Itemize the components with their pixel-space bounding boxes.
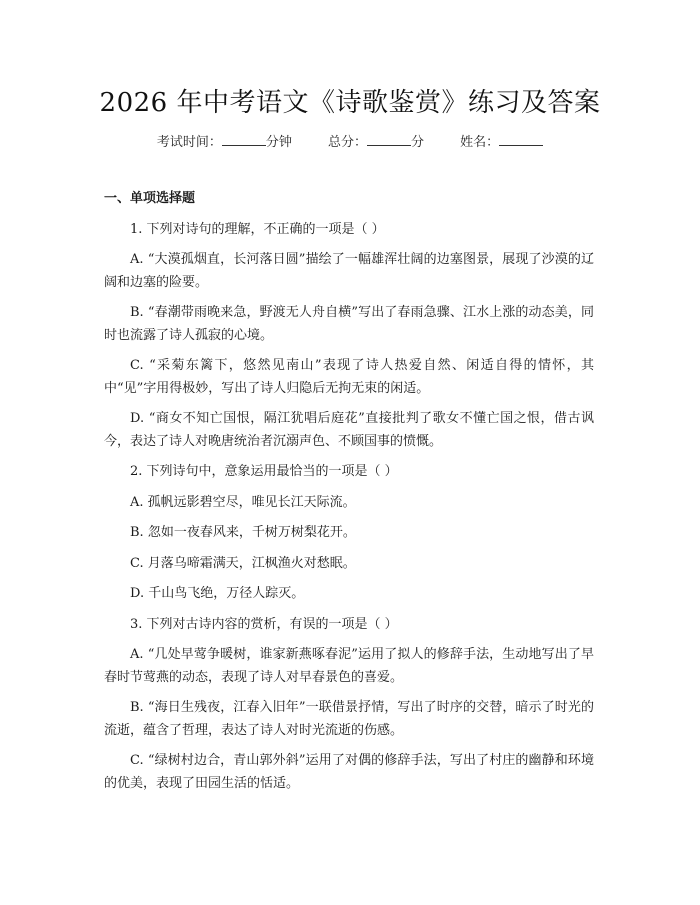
question-stem: 3. 下列对古诗内容的赏析，有误的一项是（ ） xyxy=(130,616,398,632)
question-2 xyxy=(104,461,594,606)
total-score-field xyxy=(328,131,424,150)
section-heading: 一、单项选择题 xyxy=(104,191,196,206)
total-score-label: 总分： xyxy=(327,135,367,150)
option-b: B. 忽如一夜春风来，千树万树梨花开。 xyxy=(130,525,356,540)
option-d: D. 千山鸟飞绝，万径人踪灭。 xyxy=(130,586,305,601)
student-name-field xyxy=(460,131,543,150)
exam-time-unit: 分钟 xyxy=(265,135,292,150)
exam-time-field xyxy=(157,131,292,150)
document-body xyxy=(104,188,594,803)
exam-time-label: 考试时间： xyxy=(156,135,222,150)
question-3 xyxy=(104,614,594,796)
option-d: D. “商女不知亡国恨，隔江犹唱后庭花”直接批判了歌女不懂亡国之恨，借古讽今，表达了诗人对晚唐统治者沉溺声色、不顾国事的愤慨。 xyxy=(104,411,594,449)
question-1 xyxy=(104,219,594,454)
option-a: A. 孤帆远影碧空尽，唯见长江天际流。 xyxy=(130,494,356,510)
exam-time-blank xyxy=(222,134,266,146)
total-score-blank xyxy=(367,134,411,146)
option-b: B. “春潮带雨晚来急，野渡无人舟自横”写出了春雨急骤、江水上涨的动态美，同时也流露了诗人孤寂的心境。 xyxy=(104,305,594,343)
exam-info-line xyxy=(0,131,700,150)
option-a: A. “几处早莺争暖树，谁家新燕啄春泥”运用了拟人的修辞手法，生动地写出了早春时节莺燕的动态，表现了诗人对早春景色的喜爱。 xyxy=(104,647,594,685)
question-stem: 2. 下列诗句中，意象运用最恰当的一项是（ ） xyxy=(130,464,398,479)
option-c: C. “绿树村边合，青山郭外斜”运用了对偶的修辞手法，写出了村庄的幽静和环境的优美，表现了田园生活的恬适。 xyxy=(104,753,594,791)
total-score-unit: 分 xyxy=(411,135,425,150)
student-name-label: 姓名： xyxy=(460,135,500,150)
option-c: C. 月落乌啼霜满天，江枫渔火对愁眠。 xyxy=(130,555,356,571)
option-c: C. “采菊东篱下，悠然见南山”表现了诗人热爱自然、闲适自得的情怀，其中“见”字用得极妙，写出了诗人归隐后无拘无束的闲适。 xyxy=(104,358,594,396)
option-b: B. “海日生残夜，江春入旧年”一联借景抒情，写出了时序的交替，暗示了时光的流逝，蕴含了哲理，表达了诗人对时光流逝的伤感。 xyxy=(104,700,594,738)
option-a: A. “大漠孤烟直，长河落日圆”描绘了一幅雄浑壮阔的边塞图景，展现了沙漠的辽阔和边塞的险要。 xyxy=(104,252,594,290)
student-name-blank xyxy=(499,134,543,146)
document-title: 2026 年中考语文《诗歌鉴赏》练习及答案 xyxy=(99,88,601,118)
question-stem: 1. 下列对诗句的理解，不正确的一项是（ ） xyxy=(130,221,385,237)
